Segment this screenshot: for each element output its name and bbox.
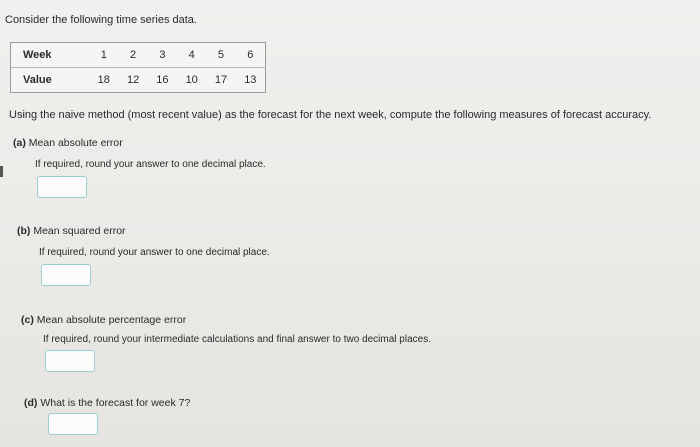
week-cell: 6 (236, 43, 266, 68)
part-b-label (17, 225, 126, 237)
value-cell: 16 (156, 74, 169, 86)
value-cell: 17 (214, 74, 228, 86)
week-header: Week (11, 43, 90, 68)
week-cell: 4 (177, 43, 206, 68)
part-a-letter: (a) (13, 137, 26, 149)
part-a-title: Mean absolute error (28, 137, 123, 149)
time-series-table (10, 42, 266, 93)
part-d-answer-input[interactable] (49, 414, 97, 434)
part-b-answer-input[interactable] (42, 265, 90, 285)
part-c-answer-box (45, 350, 95, 372)
value-cell: 18 (97, 74, 110, 86)
part-c-instruction: If required, round your intermediate calculations and final answer to two decimal places. (43, 334, 431, 345)
part-c-letter: (c) (21, 314, 34, 326)
part-c-title: Mean absolute percentage error (36, 314, 187, 326)
part-b-letter: (b) (17, 225, 31, 237)
part-b-answer-box (41, 264, 91, 286)
value-row (11, 68, 266, 93)
intro-text: Consider the following time series data. (5, 14, 197, 26)
value-header: Value (23, 74, 52, 86)
part-c-answer-input[interactable] (46, 351, 94, 371)
scroll-edge-marker (0, 166, 3, 177)
part-b-title: Mean squared error (33, 225, 126, 237)
week-cell: 1 (89, 43, 118, 68)
week-cell: 3 (148, 43, 177, 68)
part-d-answer-box (48, 413, 98, 435)
part-d-title: What is the forecast for week 7? (40, 397, 191, 409)
value-cell: 10 (185, 74, 198, 86)
value-cell: 13 (244, 74, 257, 86)
value-cell: 12 (126, 74, 140, 86)
part-d-letter: (d) (24, 397, 38, 409)
week-row (11, 43, 266, 68)
part-c-label (21, 314, 186, 326)
part-d-label (24, 397, 190, 409)
week-cell: 2 (118, 43, 147, 68)
part-b-instruction: If required, round your answer to one decimal place. (39, 247, 270, 258)
part-a-answer-input[interactable] (38, 177, 86, 197)
question-text: Using the naive method (most recent value) as the forecast for the next week, compute the following measures of forecast accuracy. (9, 109, 652, 121)
part-a-instruction: If required, round your answer to one decimal place. (35, 159, 266, 170)
part-a-answer-box (37, 176, 87, 198)
week-cell: 5 (206, 43, 235, 68)
part-a-label (13, 137, 123, 149)
